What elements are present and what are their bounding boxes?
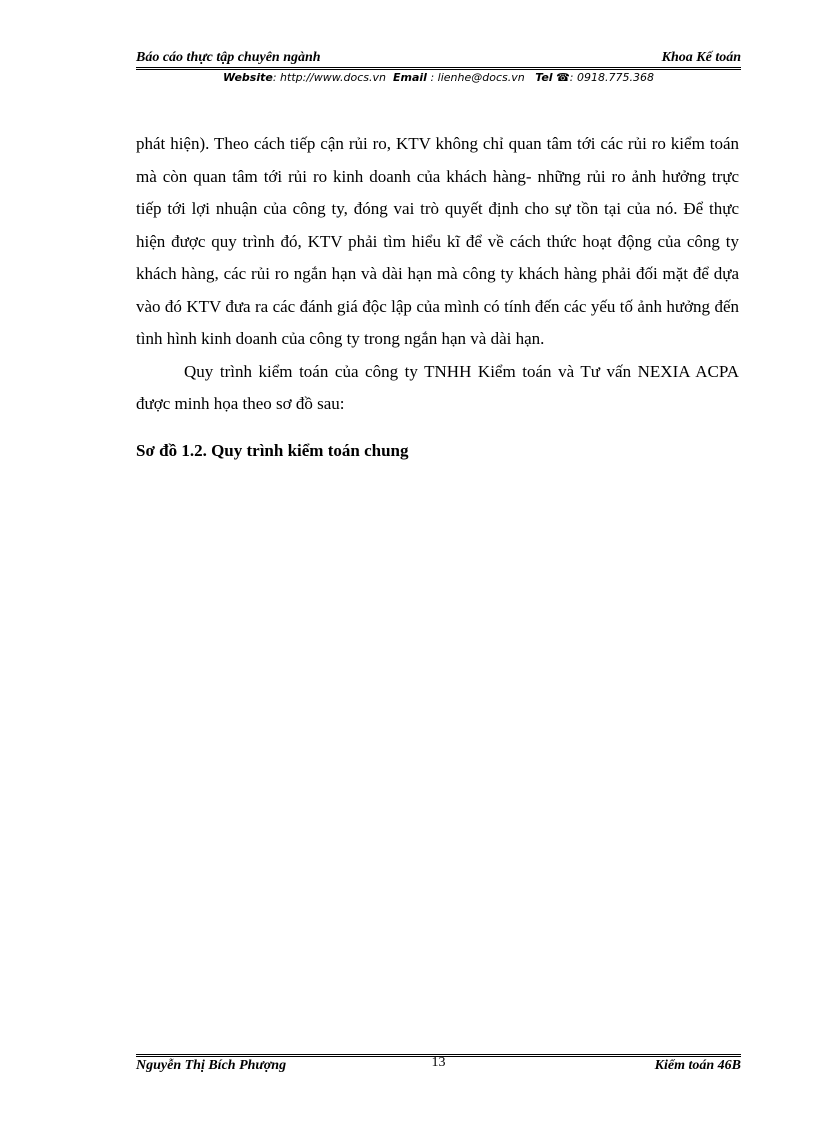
header-contact-line bbox=[136, 71, 741, 84]
tel-label: Tel bbox=[535, 71, 553, 84]
email-label: Email bbox=[393, 71, 427, 84]
phone-icon: ☎ bbox=[556, 71, 570, 84]
page-header bbox=[136, 50, 741, 68]
header-divider-secondary bbox=[136, 69, 741, 70]
figure-title: Sơ đồ 1.2. Quy trình kiểm toán chung bbox=[136, 440, 409, 460]
body-paragraph: phát hiện). Theo cách tiếp cận rủi ro, KTV không chỉ quan tâm tới các rủi ro kiểm toán mà còn quan tâm tới rủi ro kinh doanh của khách hàng- những rủi ro ảnh hưởng trực tiếp tới lợi nhuận của công ty, đóng vai trò quyết định cho sự tồn tại của nó. Để thực hiện được quy trình đó, KTV phải tìm hiểu kĩ để về cách thức hoạt động của công ty khách hàng, các rủi ro ngắn hạn và dài hạn mà công ty khách hàng phải đối mặt để dựa vào đó KTV đưa ra các đánh giá độc lập của mình có tính đến các yếu tố ảnh hưởng đến tình hình kinh doanh của công ty trong ngắn hạn và dài hạn. bbox=[136, 134, 739, 348]
footer-author: Nguyễn Thị Bích Phượng bbox=[136, 1058, 287, 1073]
website-label: Website bbox=[223, 71, 273, 84]
website-link[interactable]: : http://www.docs.vn bbox=[272, 71, 387, 84]
header-department: Khoa Kế toán bbox=[661, 50, 741, 65]
tel-number: : 0918.775.368 bbox=[569, 71, 654, 84]
header-report-title: Báo cáo thực tập chuyên ngành bbox=[136, 50, 321, 65]
email-link[interactable]: : lienhe@docs.vn bbox=[426, 71, 525, 84]
document-body bbox=[136, 128, 739, 466]
footer-class: Kiểm toán 46B bbox=[654, 1058, 741, 1073]
body-paragraph: Quy trình kiểm toán của công ty TNHH Kiểm toán và Tư vấn NEXIA ACPA được minh họa theo sơ đồ sau: bbox=[136, 361, 739, 413]
header-divider bbox=[136, 67, 741, 68]
page-footer bbox=[136, 1057, 741, 1077]
page-number: 13 bbox=[431, 1055, 446, 1070]
